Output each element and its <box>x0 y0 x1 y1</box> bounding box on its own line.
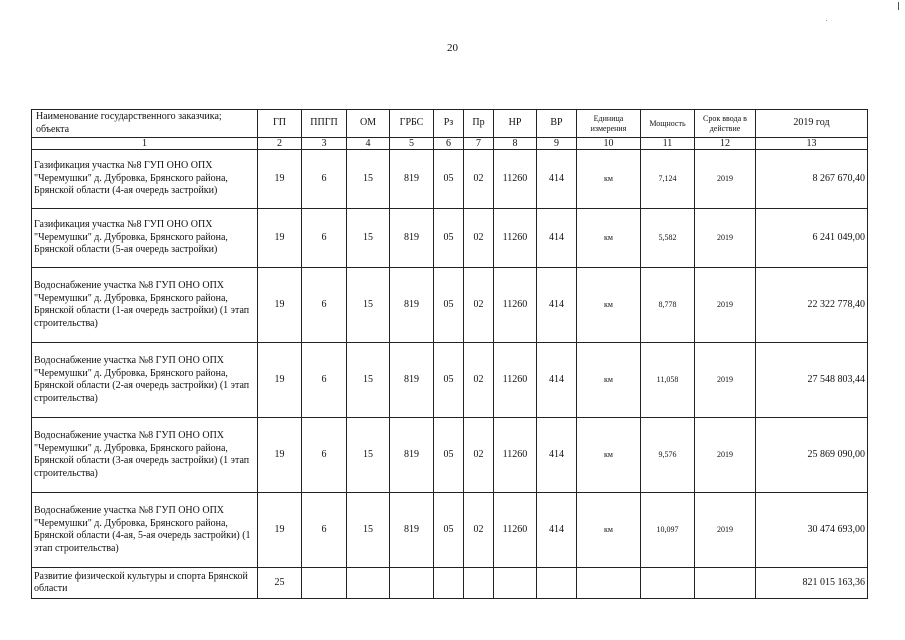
grbs-cell: 819 <box>390 418 434 493</box>
col-number: 9 <box>537 138 577 150</box>
column-number-row <box>32 138 868 150</box>
pr-cell: 02 <box>464 268 494 343</box>
ppgp-cell: 6 <box>302 268 347 343</box>
gp-cell: 19 <box>258 150 302 209</box>
rz-cell: 05 <box>434 150 464 209</box>
nr-cell: 11260 <box>494 343 537 418</box>
object-name: Водоснабжение участка №8 ГУП ОНО ОПХ "Черемушки" д. Дубровка, Брянского района, Брянской области (4-ая, 5-ая очередь застройки) (1 этап строительства) <box>32 493 258 568</box>
object-name: Газификация участка №8 ГУП ОНО ОПХ "Черемушки" д. Дубровка, Брянского района, Брянской области (5-ая очередь застройки) <box>32 209 258 268</box>
col-header-vr: ВР <box>537 110 577 138</box>
om-cell: 15 <box>347 493 390 568</box>
scan-dust-dot <box>826 20 827 21</box>
pr-cell: 02 <box>464 418 494 493</box>
col-header-term: Срок ввода в действие <box>695 110 756 138</box>
gp-cell: 19 <box>258 268 302 343</box>
col-header-om: ОМ <box>347 110 390 138</box>
table-row <box>32 343 868 418</box>
grbs-cell: 819 <box>390 209 434 268</box>
empty-cell <box>302 568 347 599</box>
col-header-nr: НР <box>494 110 537 138</box>
section-name: Развитие физической культуры и спорта Брянской области <box>32 568 258 599</box>
object-name: Водоснабжение участка №8 ГУП ОНО ОПХ "Черемушки" д. Дубровка, Брянского района, Брянской области (3-ая очередь застройки) (1 этап строительства) <box>32 418 258 493</box>
capacity-cell: 9,576 <box>641 418 695 493</box>
nr-cell: 11260 <box>494 268 537 343</box>
col-number: 10 <box>577 138 641 150</box>
empty-cell <box>695 568 756 599</box>
nr-cell: 11260 <box>494 418 537 493</box>
grbs-cell: 819 <box>390 343 434 418</box>
om-cell: 15 <box>347 209 390 268</box>
term-cell: 2019 <box>695 209 756 268</box>
capacity-cell: 5,582 <box>641 209 695 268</box>
object-name: Водоснабжение участка №8 ГУП ОНО ОПХ "Черемушки" д. Дубровка, Брянского района, Брянской области (2-ая очередь застройки) (1 этап строительства) <box>32 343 258 418</box>
rz-cell: 05 <box>434 343 464 418</box>
vr-cell: 414 <box>537 418 577 493</box>
amount-cell: 25 869 090,00 <box>756 418 868 493</box>
col-number: 7 <box>464 138 494 150</box>
ppgp-cell: 6 <box>302 343 347 418</box>
pr-cell: 02 <box>464 150 494 209</box>
col-number: 11 <box>641 138 695 150</box>
rz-cell: 05 <box>434 209 464 268</box>
col-number: 4 <box>347 138 390 150</box>
table-row <box>32 268 868 343</box>
header-row <box>32 110 868 138</box>
capacity-cell: 8,778 <box>641 268 695 343</box>
page-number: 20 <box>447 42 458 54</box>
om-cell: 15 <box>347 150 390 209</box>
empty-cell <box>347 568 390 599</box>
col-number: 12 <box>695 138 756 150</box>
om-cell: 15 <box>347 268 390 343</box>
om-cell: 15 <box>347 418 390 493</box>
ppgp-cell: 6 <box>302 150 347 209</box>
col-header-pr: Пр <box>464 110 494 138</box>
unit-cell: км <box>577 493 641 568</box>
unit-cell: км <box>577 268 641 343</box>
col-number: 13 <box>756 138 868 150</box>
term-cell: 2019 <box>695 418 756 493</box>
rz-cell: 05 <box>434 418 464 493</box>
col-header-ppgp: ППГП <box>302 110 347 138</box>
amount-cell: 6 241 049,00 <box>756 209 868 268</box>
gp-cell: 19 <box>258 493 302 568</box>
ppgp-cell: 6 <box>302 209 347 268</box>
capacity-cell: 10,097 <box>641 493 695 568</box>
grbs-cell: 819 <box>390 493 434 568</box>
amount-cell: 27 548 803,44 <box>756 343 868 418</box>
pr-cell: 02 <box>464 343 494 418</box>
term-cell: 2019 <box>695 343 756 418</box>
section-gp-cell: 25 <box>258 568 302 599</box>
col-number: 6 <box>434 138 464 150</box>
unit-cell: км <box>577 209 641 268</box>
col-number: 3 <box>302 138 347 150</box>
col-number: 1 <box>32 138 258 150</box>
om-cell: 15 <box>347 343 390 418</box>
pr-cell: 02 <box>464 493 494 568</box>
empty-cell <box>577 568 641 599</box>
col-header-name: Наименование государственного заказчика; объекта <box>32 110 258 138</box>
gp-cell: 19 <box>258 209 302 268</box>
ppgp-cell: 6 <box>302 418 347 493</box>
vr-cell: 414 <box>537 493 577 568</box>
term-cell: 2019 <box>695 150 756 209</box>
empty-cell <box>494 568 537 599</box>
budget-table <box>31 109 868 599</box>
scan-edge-mark <box>898 2 899 10</box>
empty-cell <box>390 568 434 599</box>
ppgp-cell: 6 <box>302 493 347 568</box>
col-number: 2 <box>258 138 302 150</box>
table-row <box>32 209 868 268</box>
table-row <box>32 150 868 209</box>
grbs-cell: 819 <box>390 268 434 343</box>
unit-cell: км <box>577 343 641 418</box>
capacity-cell: 7,124 <box>641 150 695 209</box>
col-number: 5 <box>390 138 434 150</box>
nr-cell: 11260 <box>494 493 537 568</box>
section-row <box>32 568 868 599</box>
empty-cell <box>434 568 464 599</box>
empty-cell <box>464 568 494 599</box>
capacity-cell: 11,058 <box>641 343 695 418</box>
object-name: Газификация участка №8 ГУП ОНО ОПХ "Черемушки" д. Дубровка, Брянского района, Брянской области (4-ая очередь застройки) <box>32 150 258 209</box>
object-name: Водоснабжение участка №8 ГУП ОНО ОПХ "Черемушки" д. Дубровка, Брянского района, Брянской области (1-ая очередь застройки) (1 этап строительства) <box>32 268 258 343</box>
col-header-gp: ГП <box>258 110 302 138</box>
vr-cell: 414 <box>537 268 577 343</box>
col-header-unit: Единица измерения <box>577 110 641 138</box>
section-amount-cell: 821 015 163,36 <box>756 568 868 599</box>
amount-cell: 30 474 693,00 <box>756 493 868 568</box>
col-header-rz: Рз <box>434 110 464 138</box>
gp-cell: 19 <box>258 418 302 493</box>
unit-cell: км <box>577 418 641 493</box>
empty-cell <box>537 568 577 599</box>
gp-cell: 19 <box>258 343 302 418</box>
table-row <box>32 418 868 493</box>
nr-cell: 11260 <box>494 209 537 268</box>
rz-cell: 05 <box>434 493 464 568</box>
col-number: 8 <box>494 138 537 150</box>
vr-cell: 414 <box>537 209 577 268</box>
amount-cell: 8 267 670,40 <box>756 150 868 209</box>
vr-cell: 414 <box>537 150 577 209</box>
term-cell: 2019 <box>695 268 756 343</box>
col-header-year-2019: 2019 год <box>756 110 868 138</box>
vr-cell: 414 <box>537 343 577 418</box>
rz-cell: 05 <box>434 268 464 343</box>
empty-cell <box>641 568 695 599</box>
nr-cell: 11260 <box>494 150 537 209</box>
grbs-cell: 819 <box>390 150 434 209</box>
col-header-grbs: ГРБС <box>390 110 434 138</box>
term-cell: 2019 <box>695 493 756 568</box>
pr-cell: 02 <box>464 209 494 268</box>
table-row <box>32 493 868 568</box>
col-header-capacity: Мощность <box>641 110 695 138</box>
amount-cell: 22 322 778,40 <box>756 268 868 343</box>
unit-cell: км <box>577 150 641 209</box>
